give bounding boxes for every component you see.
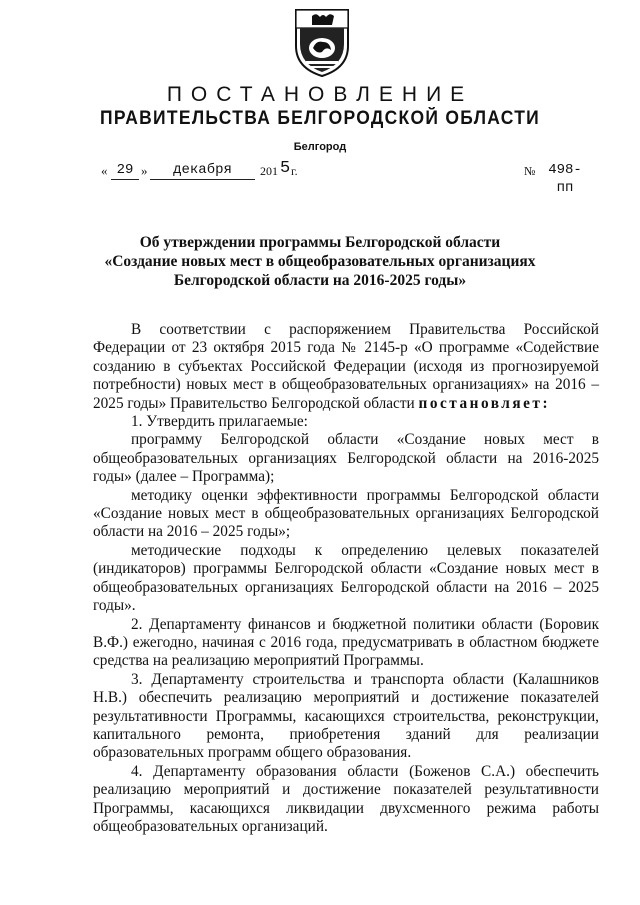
date-number-line <box>0 159 640 196</box>
date-month: декабря <box>150 161 255 180</box>
intro-text: В соответствии с распоряжением Правительства Российской Федерации от 23 октября 2015 года № 2145-р «О программе «Содействие созданию в субъектах Российской Федерации (исходя из прогнозируемой потребности) новых мест в общеобразовательных организациях» на 2016 – 2025 годы» Правительство Белгородской области <box>93 321 599 412</box>
document-title-line: «Создание новых мест в общеобразовательных организациях <box>104 253 536 270</box>
body-paragraph: 2. Департаменту финансов и бюджетной политики области (Боровик В.Ф.) ежегодно, начиная с 2016 года, предусматривать в областном бюджете средства на реализацию мероприятий Программы. <box>93 615 599 670</box>
body-paragraph: методические подходы к определению целевых показателей (индикаторов) программы Белгородской области «Создание новых мест в общеобразовательных организациях Белгородской области на 2016 – 2025 годы». <box>93 541 599 615</box>
document-number: 498-пп <box>548 162 582 196</box>
date-open-quote: « <box>101 163 108 178</box>
decree-keyword: постановляет: <box>418 394 551 412</box>
belgorod-coat-of-arms-icon <box>292 6 352 78</box>
city-name: Белгород <box>293 141 347 153</box>
number-label: № <box>524 164 536 178</box>
document-title <box>90 233 550 290</box>
date-year-prefix: 201 <box>260 164 278 178</box>
body-paragraph: методику оценки эффективности программы Белгородской области «Создание новых мест в общеобразовательных организациях Белгородской области на 2016 – 2025 годы»; <box>93 486 599 541</box>
date-day: 29 <box>111 161 139 180</box>
document-body <box>93 321 599 836</box>
body-paragraph: 3. Департаменту строительства и транспорта области (Калашников Н.В.) обеспечить реализацию мероприятий и достижение показателей результативности Программы, касающихся строительства, реконструкции, капитального ремонта, приобретения зданий для реализации образовательных программ общего образования. <box>93 670 599 762</box>
body-paragraph: программу Белгородской области «Создание новых мест в общеобразовательных организациях Белгородской области на 2016-2025 годы» (далее – Программа); <box>93 431 599 486</box>
document-title-line: Об утверждении программы Белгородской области <box>139 234 501 251</box>
date-year-digit: 5 <box>280 159 291 178</box>
date-close-quote: » <box>141 163 148 178</box>
body-paragraph: 1. Утвердить прилагаемые: <box>131 413 308 431</box>
body-paragraph: 4. Департаменту образования области (Боженов С.А.) обеспечить реализацию мероприятий и достижение показателей результативности Программы, касающихся ликвидации двухсменного режима работы общеобразовательных организаций. <box>93 762 599 835</box>
document-type-title: ПОСТАНОВЛЕНИЕ <box>166 83 474 106</box>
intro-paragraph <box>93 321 599 413</box>
issuer-title: ПРАВИТЕЛЬСТВА БЕЛГОРОДСКОЙ ОБЛАСТИ <box>99 108 541 129</box>
document-title-line: Белгородской области на 2016-2025 годы» <box>173 272 467 289</box>
date-year-suffix: г. <box>291 164 298 178</box>
